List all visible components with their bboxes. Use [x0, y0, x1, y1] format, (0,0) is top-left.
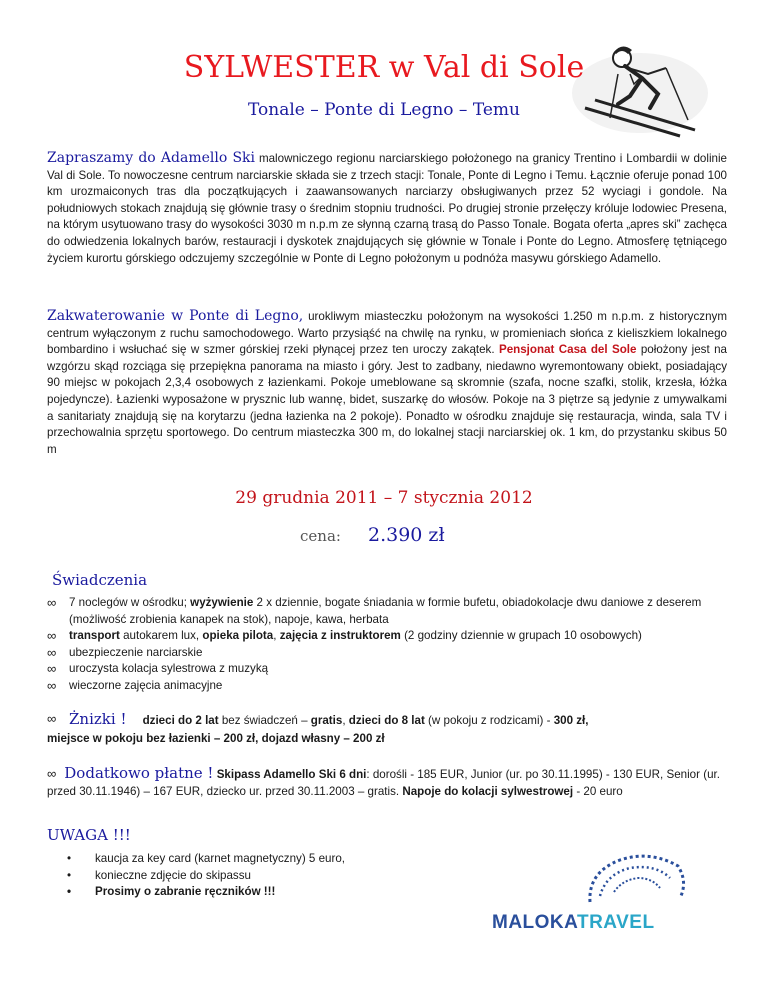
- trip-dates: 29 grudnia 2011 – 7 stycznia 2012: [235, 488, 533, 508]
- list-item: • Prosimy o zabranie ręczników !!!: [67, 884, 345, 901]
- page-subtitle: Tonale – Ponte di Legno – Temu: [248, 100, 520, 120]
- intro-lead: Zapraszamy do Adamello Ski: [47, 150, 255, 166]
- company-logo-text: MALOKATRAVEL: [492, 912, 655, 933]
- price-value: 2.390 zł: [368, 524, 445, 546]
- accommodation-paragraph: [47, 308, 727, 458]
- extras-block: ∞ Dodatkowo płatne ! Skipass Adamello Ski 6 dni: dorośli - 185 EUR, Junior (ur. po 30.11.1995) - 130 EUR, Senior (ur. przed 30.11.1946) – 167 EUR, dziecko ur. przed 30.11.2003 – gratis. Napoje do kolacji sylwestrowej - 20 euro: [47, 764, 720, 798]
- services-list: [47, 595, 727, 695]
- accommodation-text: urokliwym miasteczku położonym na wysokości 1.250 m n.p.m. z historycznym centrum wyłączonym z ruchu samochodowego. Warto przysiąść na chwilę na rynku, w promieniach słońca z kieliszkiem lokalnego bombardino i wsłuchać się w szmer górskiej rzeki płynącej przez ten uroczy zakątek.: [47, 310, 727, 357]
- list-item: ∞ uroczysta kolacja sylestrowa z muzyką: [47, 661, 727, 678]
- notice-heading: UWAGA !!!: [47, 826, 131, 844]
- list-item: ∞ ubezpieczenie narciarskie: [47, 645, 727, 662]
- pension-text: położony jest na wzgórzu skąd rozciąga się przepiękna panorama na miasto i góry. Jest to zadbany, niedawno wyremontowany obiekt, posiadający 90 miejsc w pokojach 2,3,4 osobowych z łazienkami. Pokoje umeblowane są skromnie (szafa, nocne szafki, stolik, krzesła, łóżka pojedyncze). Łazienki wyposażone w prysznic lub wannę, bidet, suszarkę do włosów. Pokoje na 3 piętrze są jedynie z umywalkami a sanitariaty znajdują się na korytarzu (jedna łazienka na 2 pokoje). Ponadto w ośrodku znajduje się restauracja, winda, sala TV i przechowalnia sprzętu sportowego. Do centrum miasteczka 300 m, do lokalnej stacji narciarskiej ok. 1 km, do przystanku skibus 50 m: [47, 343, 727, 456]
- pension-name: Pensjonat Casa del Sole: [498, 343, 637, 357]
- extras-heading: Dodatkowo płatne !: [64, 764, 214, 782]
- list-item: ∞ 7 noclegów w ośrodku; wyżywienie 2 x dziennie, bogate śniadania w formie bufetu, obiadokolacje dwu daniowe z deserem (możliwość zrobienia kanapek na stok), napoje, kawa, herbata: [47, 595, 727, 628]
- list-item: ∞ wieczorne zajęcia animacyjne: [47, 678, 727, 695]
- page-title: SYLWESTER w Val di Sole: [183, 50, 585, 85]
- list-item: • kaucja za key card (karnet magnetyczny) 5 euro,: [67, 851, 345, 868]
- accommodation-lead: Zakwaterowanie w Ponte di Legno,: [47, 308, 304, 324]
- services-heading: Świadczenia: [52, 571, 148, 589]
- price-label: cena:: [300, 527, 341, 545]
- list-item: • konieczne zdjęcie do skipassu: [67, 868, 345, 885]
- infinity-bullet-icon: ∞: [47, 711, 57, 726]
- intro-paragraph: [47, 150, 727, 267]
- discounts-block: ∞ Żnizki ! dzieci do 2 lat bez świadczeń – gratis, dzieci do 8 lat (w pokoju z rodzicami) - 300 zł, miejsce w pokoju bez łazienki – 200 zł, dojazd własny – 200 zł: [47, 710, 727, 748]
- discounts-line-2: miejsce w pokoju bez łazienki – 200 zł, dojazd własny – 200 zł: [47, 732, 385, 745]
- infinity-bullet-icon: ∞: [47, 766, 57, 781]
- list-item: ∞ transport autokarem lux, opieka pilota, zajęcia z instruktorem (2 godziny dziennie w grupach 10 osobowych): [47, 628, 727, 645]
- maloka-logo-icon: [580, 852, 690, 910]
- intro-text: malowniczego regionu narciarskiego położonego na granicy Trentino i Lombardii w dolinie Val di Sole. To nowoczesne centrum narciarskie składa sie z trzech stacji: Tonale, Ponte di Legno i Temu. Łącznie oferuje ponad 100 km urozmaiconych tras dla początkujących i zaawansowanych narciarzy obsługiwanych przez 52 wyciagi i gondole. Na południowych stokach znajdują się głównie trasy o średnim stopniu trudności. Po drugiej stronie przełęczy króluje lodowiec Presena, na którym usytuowano trasy do wysokości 3030 m n.p.m ze słynną czarną trasą do Passo Tonale. Bogata oferta „apres ski” zachęca do odwiedzenia lokalnych barów, restauracji i dyskotek znajdujących się głównie w Tonale i Ponte do Legno. Atmosferę tętniącego życiem kurortu górskiego odczujemy szczególnie w Ponte di Legno położonym u podnóża masywu górskiego Adamello.: [47, 152, 727, 265]
- discounts-heading: Żnizki !: [69, 710, 127, 728]
- notice-list: [67, 851, 345, 901]
